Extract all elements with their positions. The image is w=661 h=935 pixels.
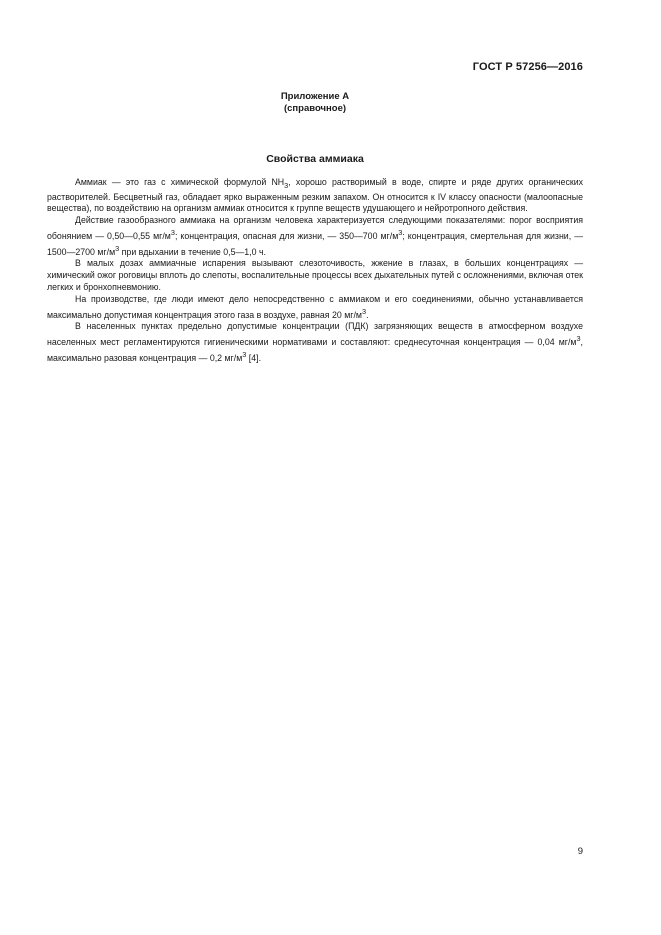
text-run: Аммиак — это газ с химической формулой NH bbox=[75, 177, 285, 187]
body-text bbox=[47, 177, 583, 365]
text-run: . bbox=[366, 309, 369, 320]
text-run: ; концентрация, опасная для жизни, — 350—700 мг/м bbox=[174, 230, 399, 241]
paragraph-workplace-limit bbox=[47, 294, 583, 322]
text-run: , хорошо растворимый в воде, спирте и ряде других органических растворителей. Бесцветный газ, обладает ярко выраженным резким запахом. Он относится к IV классу опасности (малоопасные вещества), по воздействию на организм аммиак относится к группе веществ удушающего и нейротропного действия. bbox=[47, 177, 584, 214]
paragraph-health-effects bbox=[47, 258, 583, 293]
paragraph-exposure-thresholds bbox=[47, 215, 583, 258]
annex-heading bbox=[0, 91, 630, 115]
text-run: В малых дозах аммиачные испарения вызывают слезоточивость, жжение в глазах, в больших концентрациях — химический ожог роговицы вплоть до слепоты, воспалительные процессы всех дыхательных путей с осложнениями, включая отек легких и бронхопневмонию. bbox=[47, 258, 583, 292]
subscript: 3 bbox=[284, 180, 289, 190]
annex-title: Приложение А bbox=[280, 91, 350, 102]
text-run: ; концентрация, смертельная для жизни, — 1500—2700 мг/м bbox=[47, 230, 583, 257]
text-run: , максимально разовая концентрация — 0,2 мг/м bbox=[47, 337, 583, 363]
text-run: В населенных пунктах предельно допустимые концентрации (ПДК) загрязняющих веществ в атмосферном воздухе населенных мест регламентируются гигиеническими нормативами и составляют: среднесуточная концентрация — 0,04 мг/м bbox=[47, 321, 583, 347]
superscript: 3 bbox=[398, 227, 403, 237]
paragraph-air-quality-limits bbox=[47, 321, 583, 364]
superscript: 3 bbox=[576, 334, 581, 344]
text-run: На производстве, где люди имеют дело непосредственно с аммиаком и его соединениями, обычно устанавливается максимально допустимая концентрация этого газа в воздухе, равная 20 мг/м bbox=[47, 293, 583, 320]
page-number: 9 bbox=[577, 846, 583, 857]
superscript: 3 bbox=[115, 243, 120, 253]
document-code: ГОСТ Р 57256—2016 bbox=[472, 61, 583, 73]
text-run: [4]. bbox=[246, 352, 262, 363]
annex-subtitle: (справочное) bbox=[283, 103, 347, 114]
text-run: при вдыхании в течение 0,5—1,0 ч. bbox=[119, 246, 266, 257]
superscript: 3 bbox=[242, 349, 247, 359]
superscript: 3 bbox=[361, 306, 367, 316]
section-title: Свойства аммиака bbox=[266, 153, 364, 165]
text-run: Действие газообразного аммиака на организм человека характеризуется следующими показателями: порог восприятия обонянием — 0,50—0,55 мг/м bbox=[47, 215, 583, 241]
superscript: 3 bbox=[170, 227, 175, 237]
paragraph-definition bbox=[47, 177, 583, 215]
